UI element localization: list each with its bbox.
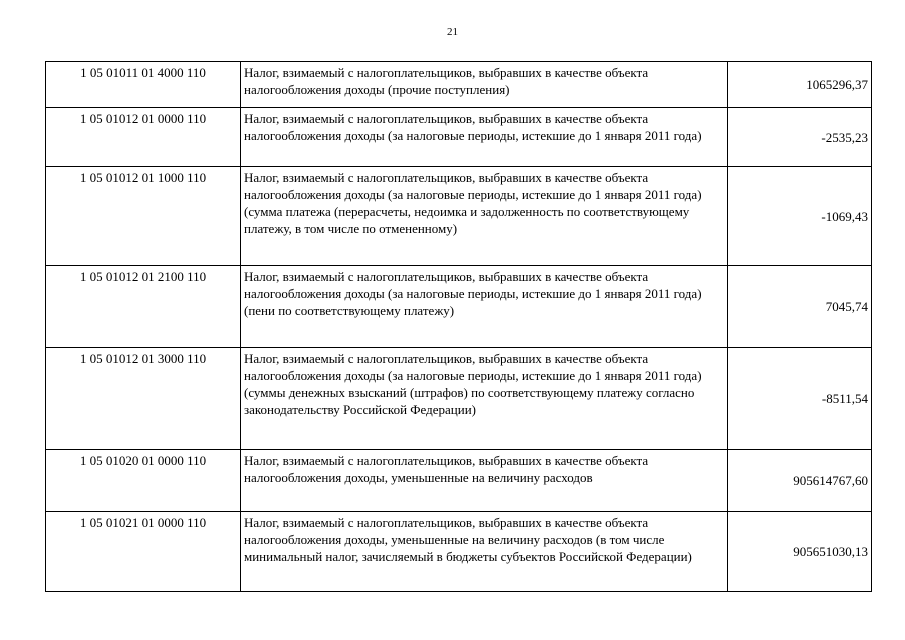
- description-cell: Налог, взимаемый с налогоплательщиков, выбравших в качестве объекта налогообложения доходы (за налоговые периоды, истекшие до 1 января 2011 года) (сумма платежа (перерасчеты, недоимка и задолженность по соответствующему платежу, в том числе по отмененному): [241, 167, 728, 266]
- table-row: [46, 348, 872, 450]
- description-cell: Налог, взимаемый с налогоплательщиков, выбравших в качестве объекта налогообложения доходы, уменьшенные на величину расходов (в том числе минимальный налог, зачисляемый в бюджеты субъектов Российской Федерации): [241, 512, 728, 592]
- table-row: [46, 450, 872, 512]
- table-row: [46, 108, 872, 167]
- budget-code-cell: 1 05 01012 01 2100 110: [46, 266, 241, 348]
- page-number: 21: [447, 26, 458, 38]
- table-row: [46, 512, 872, 592]
- budget-code-cell: 1 05 01012 01 3000 110: [46, 348, 241, 450]
- budget-code-cell: 1 05 01012 01 1000 110: [46, 167, 241, 266]
- description-cell: Налог, взимаемый с налогоплательщиков, выбравших в качестве объекта налогообложения доходы (за налоговые периоды, истекшие до 1 января 2011 года) (суммы денежных взысканий (штрафов) по соответствующему платежу согласно законодательству Российской Федерации): [241, 348, 728, 450]
- amount-cell: 1065296,37: [728, 62, 872, 108]
- amount-cell: 7045,74: [728, 266, 872, 348]
- budget-code-cell: 1 05 01012 01 0000 110: [46, 108, 241, 167]
- amount-cell: -2535,23: [728, 108, 872, 167]
- amount-cell: 905614767,60: [728, 450, 872, 512]
- budget-code-cell: 1 05 01011 01 4000 110: [46, 62, 241, 108]
- table-row: [46, 62, 872, 108]
- description-cell: Налог, взимаемый с налогоплательщиков, выбравших в качестве объекта налогообложения доходы (прочие поступления): [241, 62, 728, 108]
- amount-cell: -1069,43: [728, 167, 872, 266]
- budget-revenue-table: [45, 61, 872, 592]
- table-row: [46, 266, 872, 348]
- description-cell: Налог, взимаемый с налогоплательщиков, выбравших в качестве объекта налогообложения доходы, уменьшенные на величину расходов: [241, 450, 728, 512]
- description-cell: Налог, взимаемый с налогоплательщиков, выбравших в качестве объекта налогообложения доходы (за налоговые периоды, истекшие до 1 января 2011 года) (пени по соответствующему платежу): [241, 266, 728, 348]
- budget-code-cell: 1 05 01021 01 0000 110: [46, 512, 241, 592]
- amount-cell: 905651030,13: [728, 512, 872, 592]
- table-row: [46, 167, 872, 266]
- description-cell: Налог, взимаемый с налогоплательщиков, выбравших в качестве объекта налогообложения доходы (за налоговые периоды, истекшие до 1 января 2011 года): [241, 108, 728, 167]
- amount-cell: -8511,54: [728, 348, 872, 450]
- budget-code-cell: 1 05 01020 01 0000 110: [46, 450, 241, 512]
